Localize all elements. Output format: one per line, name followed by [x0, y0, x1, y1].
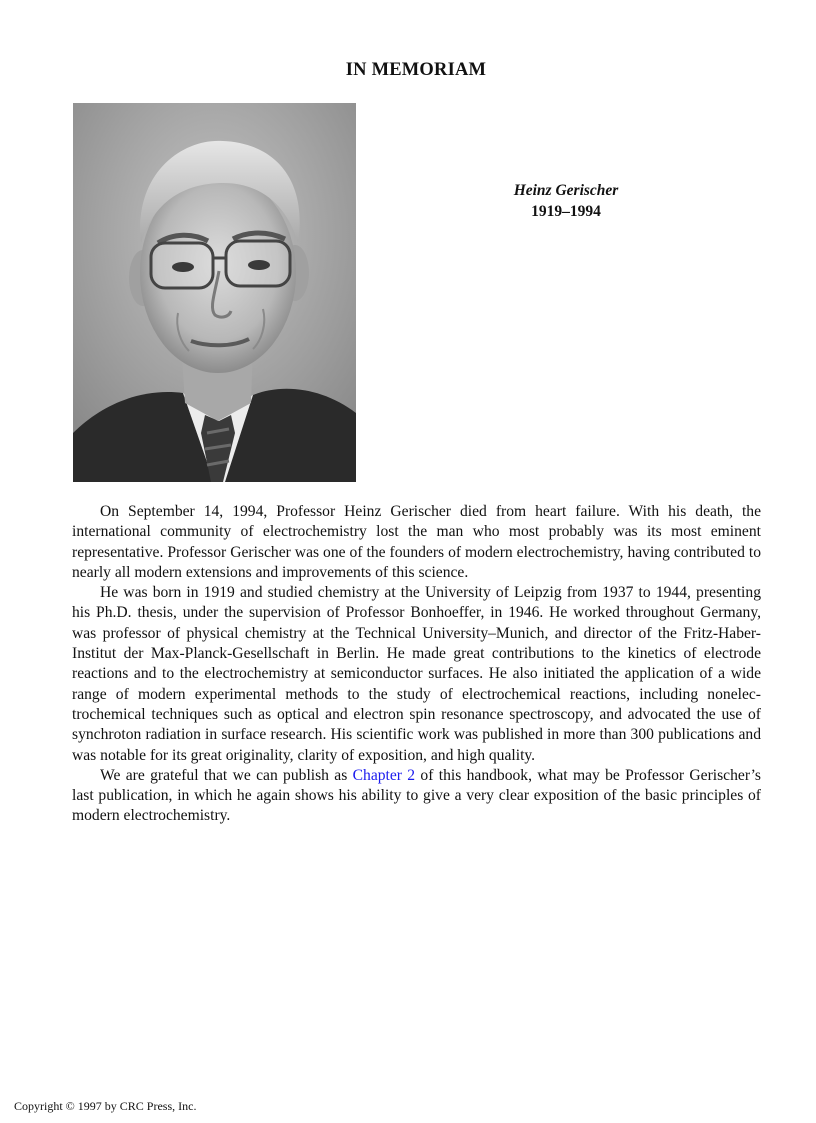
paragraph-3-start: We are grateful that we can publish as	[100, 766, 353, 784]
caption-years: 1919–1994	[531, 203, 601, 220]
paragraph-1: On September 14, 1994, Professor Heinz Gerischer died from heart failure. With his death, the international community of electrochemistry lost the man who most probably was its most eminent representative. Professor Gerischer was one of the founders of modern electrochemistry, having contributed to nearly all modern extensions and improvements of this science.	[72, 503, 761, 581]
copyright-footer: Copyright © 1997 by CRC Press, Inc.	[14, 1099, 197, 1113]
memoriam-text	[72, 502, 761, 827]
paragraph-3-end: of this handbook, what may be Professor Gerischer’s last publication, in which he again shows his ability to give a very clear exposition of the basic principles of modern electrochemistry.	[72, 766, 761, 825]
page-title: IN MEMORIAM	[345, 60, 487, 80]
chapter-2-link[interactable]: Chapter 2	[352, 766, 416, 784]
portrait-caption	[466, 180, 666, 222]
paragraph-2: He was born in 1919 and studied chemistry at the University of Leipzig from 1937 to 1944, presenting his Ph.D. thesis, under the supervision of Professor Bonhoeffer, in 1946. He worked throughout Germany, was professor of physical chemistry at the Technical University–Munich, and director of the Fritz-Haber-Institut der Max-Planck-Gesellschaft in Berlin. He made great contributions to the kinetics of electrode reactions and to the electrochemistry at semiconductor surfaces. He also initiated the application of a wide range of modern experimental methods to the study of electrochemical reactions, including nonelectrochemical techniques such as optical and electron spin resonance spectroscopy, and advocated the use of synchroton radiation in surface research. His scientific work was published in more than 300 publications and was notable for its great originality, clarity of exposition, and high quality.	[72, 584, 761, 764]
portrait-photo	[73, 103, 356, 482]
caption-name: Heinz Gerischer	[513, 182, 619, 199]
paragraph-3	[72, 766, 761, 827]
